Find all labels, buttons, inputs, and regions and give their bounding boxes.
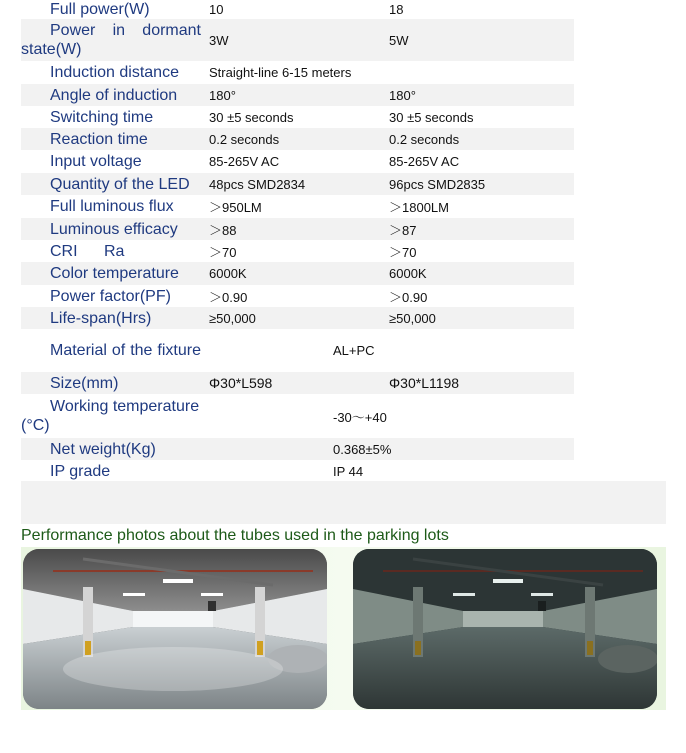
spec-value-2: 30 ±5 seconds [389, 109, 474, 125]
spec-row-reaction-time [21, 128, 574, 150]
spec-value-1: 0.2 seconds [209, 131, 280, 147]
spec-value-1: ＞0.90 [209, 289, 248, 305]
spec-row-color-temperature [21, 262, 574, 285]
spec-value-1: 30 ±5 seconds [209, 109, 294, 125]
spec-value-center: AL+PC [333, 343, 375, 358]
spec-value-2: 18 [389, 2, 404, 17]
spec-row-material [21, 329, 574, 372]
spec-value-1: 3W [209, 32, 229, 48]
spec-label: Life-span(Hrs) [50, 309, 152, 327]
spec-value-1: 180° [209, 87, 236, 103]
spec-value-2: ＞1800LM [389, 200, 449, 215]
spec-label: Quantity of the LED [50, 175, 190, 193]
spec-value-1: 10 [209, 2, 224, 17]
spec-label: Color temperature [50, 265, 179, 282]
spec-value-center: 0.368±5% [333, 441, 392, 457]
spec-label: Material of the fixture [50, 342, 201, 359]
spec-value-1: Φ30*L598 [209, 375, 273, 391]
spec-value-1: 6000K [209, 266, 247, 281]
spec-value-2: 85-265V AC [389, 154, 460, 169]
spec-label: CRI Ra [50, 242, 125, 260]
spec-value-span: Straight-line 6-15 meters [209, 65, 352, 80]
spec-row-led-quantity [21, 173, 574, 195]
spec-value-2: 180° [389, 87, 416, 103]
spacer-block [21, 481, 666, 524]
spec-row-input-voltage [21, 150, 574, 173]
spec-value-2: ＞0.90 [389, 289, 428, 305]
spec-value-2: Φ30*L1198 [389, 375, 460, 391]
spec-label: IP grade [50, 462, 111, 480]
spec-row-dormant-power [21, 19, 574, 61]
spec-label: Size(mm) [50, 374, 119, 392]
spec-value-1: ≥50,000 [209, 310, 256, 326]
spec-value-2: 6000K [389, 266, 427, 281]
spec-label: Luminous efficacy [50, 220, 178, 238]
spec-value-2: ＞87 [389, 222, 417, 238]
spec-value-1: 48pcs SMD2834 [209, 176, 306, 192]
spec-row-net-weight [21, 438, 574, 460]
spec-row-luminous-flux [21, 195, 574, 218]
spec-value-2: ＞70 [389, 244, 417, 260]
spec-row-ip-grade [21, 460, 574, 482]
spec-row-life-span [21, 307, 574, 329]
spec-value-2: ≥50,000 [389, 310, 436, 326]
spec-label: Input voltage [50, 153, 142, 170]
spec-value-1: 85-265V AC [209, 154, 280, 169]
spec-value-2: 0.2 seconds [389, 131, 460, 147]
spec-label: Full luminous flux [50, 198, 174, 215]
spec-label: Power in dormant state(W) [21, 22, 201, 58]
parking-lot-photo-dim [353, 549, 657, 709]
spec-table [21, 0, 574, 482]
spec-label: Angle of induction [50, 86, 178, 104]
spec-label: Full power(W) [50, 1, 150, 18]
spec-row-angle [21, 84, 574, 106]
spec-row-power-factor [21, 285, 574, 307]
spec-label: Induction distance [50, 64, 179, 81]
spec-label: Power factor(PF) [50, 287, 171, 305]
spec-value-2: 96pcs SMD2835 [389, 176, 486, 192]
spec-value-1: ＞950LM [209, 200, 262, 215]
spec-row-induction-distance [21, 61, 574, 84]
spec-value-1: ＞88 [209, 222, 237, 238]
spec-value-2: 5W [389, 32, 409, 48]
spec-value-center: -30～+40 [333, 409, 387, 425]
spec-label: Switching time [50, 108, 154, 126]
spec-row-full-power [21, 0, 574, 19]
spec-row-switching-time [21, 106, 574, 128]
spec-value-center: IP 44 [333, 463, 364, 479]
photo-caption: Performance photos about the tubes used in the parking lots [21, 527, 449, 544]
spec-label: Reaction time [50, 130, 148, 148]
spec-label: Working temperature (°C) [21, 398, 200, 434]
spec-label: Net weight(Kg) [50, 440, 156, 458]
parking-lot-photo-lit [23, 549, 327, 709]
spec-value-1: ＞70 [209, 244, 237, 260]
spec-row-cri [21, 240, 574, 262]
spec-row-size [21, 372, 574, 394]
spec-row-luminous-efficacy [21, 218, 574, 240]
spec-row-working-temperature [21, 394, 574, 438]
